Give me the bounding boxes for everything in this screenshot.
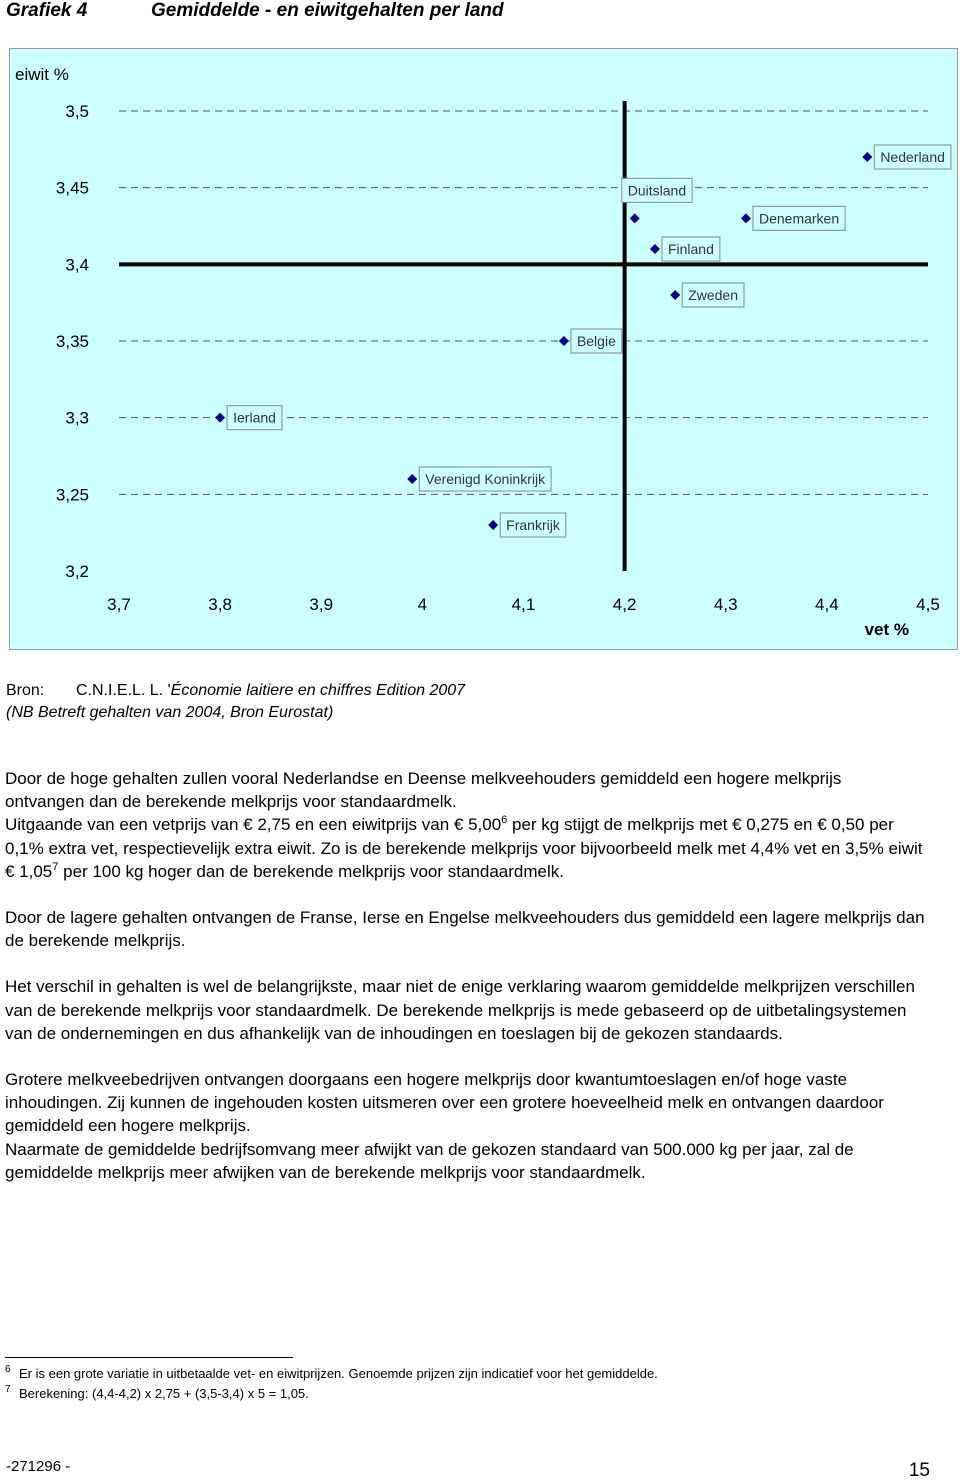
x-tick-label: 4,1 xyxy=(511,595,536,614)
data-point xyxy=(670,290,680,300)
x-tick-label: 4 xyxy=(417,595,428,614)
data-point xyxy=(630,213,640,223)
figure-number: Grafiek 4 xyxy=(6,0,88,21)
y-tick-label: 3,5 xyxy=(65,102,89,121)
source-citation xyxy=(76,680,465,702)
data-point xyxy=(741,213,751,223)
footnote-text: Er is een grote variatie in uitbetaalde vet- en eiwitprijzen. Genoemde prijzen zijn indicatief voor het gemiddelde. xyxy=(19,1366,658,1381)
chart-svg xyxy=(10,49,957,649)
paragraph-5: Grotere melkveebedrijven ontvangen doorgaans een hogere melkprijs door kwantumtoeslagen en/of hoge vaste inhoudingen. Zij kunnen de ingehouden kosten uitsmeren over een grotere hoeveelheid melk en ontvangen daardoor gemiddeld een hogere melkprijs. xyxy=(5,1070,884,1136)
document-code: -271296 - xyxy=(6,1458,71,1475)
footnote-mark: 7 xyxy=(5,1384,11,1395)
y-tick-label: 3,45 xyxy=(55,178,89,198)
x-tick-label: 3,9 xyxy=(309,595,334,614)
data-point xyxy=(559,336,569,346)
x-tick-label: 4,5 xyxy=(916,595,940,614)
y-axis-title: eiwit % xyxy=(15,65,69,84)
paragraph-2-part-a: Uitgaande van een vetprijs van € 2,75 en een eiwitprijs van € 5,00 xyxy=(5,815,502,835)
page-number: 15 xyxy=(908,1460,930,1481)
data-label: Denemarken xyxy=(758,210,840,227)
data-label: Nederland xyxy=(880,149,945,165)
source-remark: (NB Betreft gehalten van 2004, Bron Eurostat) xyxy=(6,704,334,721)
paragraph-4: Het verschil in gehalten is wel de belangrijkste, maar niet de enige verklaring waarom gemiddelde melkprijzen verschillen van de berekende melkprijs voor standaardmelk. De berekende melkprijs is mede gebaseerd op de uitbetalingsystemen van de ondernemingen en dus afhankelijk van de inhoudingen en toeslagen bij de gekozen standaards. xyxy=(5,977,915,1043)
paragraph-1: Door de hoge gehalten zullen vooral Nederlandse en Deense melkveehouders gemiddeld een hogere melkprijs ontvangen dan de berekende melkprijs voor standaardmelk. xyxy=(5,769,842,812)
x-tick-label: 3,8 xyxy=(208,595,232,614)
y-tick-label: 3,3 xyxy=(65,408,89,428)
footnote-6 xyxy=(5,1364,658,1384)
paragraph-2-part-c: per 100 kg hoger dan de berekende melkprijs voor standaardmelk. xyxy=(58,861,564,881)
y-tick-label: 3,2 xyxy=(65,562,89,581)
y-tick-label: 3,25 xyxy=(55,485,89,505)
body-text xyxy=(5,767,925,1207)
paragraph-2 xyxy=(5,813,925,883)
y-tick-label: 3,35 xyxy=(55,332,89,351)
data-label: Verenigd Koninkrijk xyxy=(425,471,546,487)
figure-title: Gemiddelde - en eiwitgehalten per land xyxy=(151,0,504,21)
data-point xyxy=(215,413,225,423)
footnote-mark: 6 xyxy=(5,1364,11,1375)
data-label: Duitsland xyxy=(627,182,687,199)
paragraph-2-part-b: per kg stijgt de melkprijs met € 0,275 en € 0,50 per 0,1% extra vet, respectievelijk extra eiwit. Zo is de berekende melkprijs voor bijvoorbeeld melk met 4,4% vet en 3,5% eiwit € 1,05 xyxy=(5,815,923,881)
data-point xyxy=(650,244,660,254)
footnote-ref-6: 6 xyxy=(501,814,508,827)
source-citation-italic: Économie laitiere en chiffres Edition 2007 xyxy=(170,682,466,699)
x-tick-label: 4,2 xyxy=(612,595,637,614)
source-label: Bron: xyxy=(6,682,45,699)
x-tick-label: 3,7 xyxy=(107,595,131,614)
x-tick-label: 4,4 xyxy=(815,595,839,614)
footnote-7 xyxy=(5,1384,658,1404)
paragraph-6: Naarmate de gemiddelde bedrijfsomvang meer afwijkt van de gekozen standaard van 500.000 kg per jaar, zal de gemiddelde melkprijs meer afwijken van de berekende melkprijs voor standaardmelk. xyxy=(5,1139,854,1182)
footnote-text: Berekening: (4,4-4,2) x 2,75 + (3,5-3,4) x 5 = 1,05. xyxy=(19,1386,309,1401)
data-label: Frankrijk xyxy=(506,517,560,533)
data-label: Belgie xyxy=(576,333,616,349)
scatter-chart xyxy=(9,48,958,650)
x-tick-label: 4,3 xyxy=(713,595,738,614)
data-point xyxy=(862,152,872,162)
y-tick-label: 3,4 xyxy=(65,255,89,275)
footnote-divider xyxy=(5,1357,293,1358)
data-label: Zweden xyxy=(688,287,738,303)
data-point xyxy=(407,474,417,484)
x-axis-title: vet % xyxy=(864,620,909,639)
data-label: Ierland xyxy=(233,409,276,426)
data-label: Finland xyxy=(667,241,714,257)
paragraph-3: Door de lagere gehalten ontvangen de Franse, Ierse en Engelse melkveehouders dus gemiddeld een lagere melkprijs dan de berekende melkprijs. xyxy=(5,908,925,951)
source-citation-plain: C.N.I.E.L. L. ' xyxy=(76,682,171,699)
footnote-ref-7: 7 xyxy=(52,860,59,873)
data-point xyxy=(488,520,498,530)
footnotes xyxy=(5,1364,658,1404)
